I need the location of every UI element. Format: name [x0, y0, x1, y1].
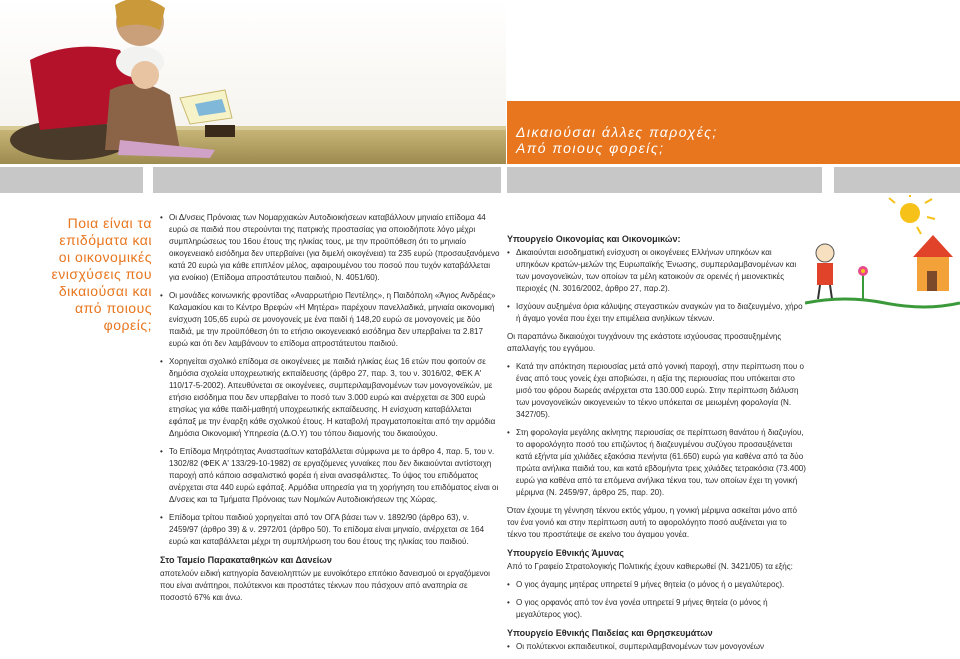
heading-line: ενισχύσεις που: [51, 266, 152, 282]
benefit-paragraph: • Χορηγείται σχολικό επίδομα σε οικογένειες με παιδιά ηλικίας έως 16 ετών που φοιτούν σε δημόσια σχολεία υποχρεωτικής εκπαίδευσης (άρθρο 27, παρ. 3, του ν. 3016/02, ΦΕΚ Α' 110/17-5-2002). Απευθύνεται σε οικογένειες, συμπεριλαμβανομένων των μονογονεϊκών, με ετήσιο εισόδημα που δεν υπερβαίνει το ποσό των 3.000 ευρώ και ανέρχεται σε 300 ευρώ ετησίως για κάθε παιδί-μαθητή υποχρεωτικής εκπαίδευσης. Η ενίσχυση καταβάλλεται εφάπαξ με την έναρξη κάθε σχολικού έτους. Η καταβολή πραγματοποιείται από την αρμόδια Δημόσια Οικονομική Υπηρεσία (Δ.Ο.Υ) του τόπου διαμονής του δικαιούχου.: [160, 356, 500, 440]
list-item: • Στη φορολογία μεγάλης ακίνητης περιουσίας σε περίπτωση θανάτου ή διαζυγίου, το αφορολόγητο ποσό του επιζώντος ή διαζευγμένου συζύγου προσαυξάνεται κατά εξήντα μία χιλιάδες εξακόσια πενήντα (61.650) ευρώ για καθένα από τα δύο πρώτα ανήλικα παιδιά του, και κατά εβδομήντα τρεις χιλιάδες τετρακόσια (73.400) ευρώ για καθένα από τα επόμενα ανήλικα τέκνα του, των οποίων έχει τη γονική μέριμνα (Ν. 2459/97, άρθρο 25, παρ. 20).: [507, 427, 807, 499]
divider-bar: [0, 167, 143, 193]
benefit-paragraph: • Οι μονάδες κοινωνικής φροντίδας «Αναρρωτήριο Πεντέλης», η Παιδόπολη «Άγιος Ανδρέας» Καλαμακίου και το Κέντρο Βρεφών «Η Μητέρα» παρέχουν πανελλαδικά, μηνιαία οικονομική ενίσχυση 105,65 ευρώ σε μονογονείς με ένα παιδί ή 148,20 ευρώ σε μονογονείς με δύο παιδιά, με την προϋπόθεση ότι το ετήσιο οικογενειακό εισόδημα δεν υπερβαίνει τα 2.817 ευρώ και ότι δεν λαμβάνουν το επίδομα απροστάτευτου παιδιού.: [160, 290, 500, 350]
ministry-heading: Υπουργείο Οικονομίας και Οικονομικών:: [507, 234, 681, 244]
paragraph: Οι παραπάνω δικαιούχοι τυγχάνουν της εκάστοτε ισχύουσας προσαυξημένης απαλλαγής του εγγάμου.: [507, 332, 782, 353]
middle-column: [160, 212, 500, 610]
benefit-paragraph: αποτελούν ειδική κατηγορία δανειοληπτών με ευνοϊκότερο επιτόκιο δανεισμού οι εργαζόμενοι που είναι ανάπηροι, πολύτεκνοι και προστάτες τέκνων που πάσχουν από αναπηρία σε ποσοστό 67% και άνω.: [160, 569, 490, 602]
subheading: Στο Ταμείο Παρακαταθηκών και Δανείων: [160, 555, 332, 565]
list-item: • Κατά την απόκτηση περιουσίας μετά από γονική παροχή, στην περίπτωση που ο ένας από τους γονείς έχει αποβιώσει, η αξία της περιουσίας που υπόκειται στο μισό του φόρου δωρεάς ανέρχεται στα 130.000 ευρώ. Στην περίπτωση διάλυση των μονογονεϊκών οικογενειών το τέκνο υπόκειται σε μειωμένη φορολογία (Ν. 3427/05).: [507, 361, 807, 421]
list-item: • Ισχύουν αυξημένα όρια κάλυψης στεγαστικών αναγκών για το διαζευγμένο, χήρο ή άγαμο γονέα που έχει την επιμέλεια ανηλίκων τέκνων.: [507, 301, 807, 325]
ministry-heading: Υπουργείο Εθνικής Παιδείας και Θρησκευμάτων: [507, 628, 713, 638]
benefit-paragraph: • Επίδομα τρίτου παιδιού χορηγείται από τον ΟΓΑ βάσει των ν. 1892/90 (άρθρο 63), ν. 2459/97 (άρθρο 39) & ν. 2972/01 (άρθρο 50). Το επίδομα είναι μηνιαίο, ανέρχεται σε 164 ευρώ και καταβάλλεται μέχρι τη συμπλήρωση του 6ου έτους της ηλικίας του παιδιού.: [160, 512, 500, 548]
heading-line: οι οικονομικές: [58, 249, 152, 265]
section-title: [516, 124, 718, 156]
section-title-line2: Από ποιους φορείς;: [516, 140, 665, 156]
right-column: [507, 233, 807, 659]
section-title-line1: Δικαιούσαι άλλες παροχές;: [516, 124, 718, 140]
list-item: • Ο γιος ορφανός από τον ένα γονέα υπηρετεί 9 μήνες θητεία (ο μόνος ή μεγαλύτερος γιος).: [507, 597, 807, 621]
list-item: • Δικαιούνται εισοδηματική ενίσχυση οι οικογένειες Ελλήνων υπηκόων και υπηκόων κρατών-μελών της Ευρωπαϊκής Ένωσης, συμπεριλαμβανομένων και των μονογονεϊκών, των οποίων τα μέλη κατοικούν σε ορεινές ή μειονεκτικές περιοχές (Ν. 3016/2002, άρθρο 27, παρ.2).: [507, 247, 807, 295]
child-drawing-illustration: [805, 195, 960, 315]
heading-line: Ποια είναι τα: [67, 215, 152, 231]
ministry-heading: Υπουργείο Εθνικής Άμυνας: [507, 548, 624, 558]
divider-bar: [153, 167, 501, 193]
paragraph: Από το Γραφείο Στρατολογικής Πολιτικής έχουν καθιερωθεί (Ν. 3421/05) τα εξής:: [507, 562, 793, 571]
list-item: • Οι πολύτεκνοι εκπαιδευτικοί, συμπεριλαμβανομένων των μονογονέων: [507, 641, 807, 653]
heading-line: φορείς;: [103, 317, 152, 333]
benefit-paragraph: • Οι Δ/νσεις Πρόνοιας των Νομαρχιακών Αυτοδιοικήσεων καταβάλλουν μηνιαίο επίδομα 44 ευρώ σε παιδιά που στερούνται της πατρικής προστασίας για οποιοδήποτε λόγο μέχρι συμπληρώσεως του 16ου έτους της ηλικίας τους, με την προϋπόθεση ότι το μηνιαίο οικογενειακό εισόδημα δεν υπερβαίνει (για διμελή οικογένεια) τα 235 ευρώ (προσαυξανόμενο κατά 20 ευρώ για κάθε επιπλέον μέλος, αφαιρουμένου του ποσού που τυχόν καταβάλλεται για ενοίκιο) (Επίδομα απροστάτευτου παιδιού, Ν. 4051/60).: [160, 212, 500, 284]
divider-bar: [507, 167, 822, 193]
divider-bar: [834, 167, 960, 193]
heading-line: δικαιούσαι και: [58, 283, 152, 299]
heading-line: επιδόματα και: [59, 232, 152, 248]
paragraph: Όταν έχουμε τη γέννηση τέκνου εκτός γάμου, η γονική μέριμνα ασκείται μόνο από τον ένα γονιό και στην περίπτωση αυτή το αφορολόγητο ποσό αυξάνεται για το τέκνο του προστάτεψε σε εκείνο του άγαμου γονέα.: [507, 506, 797, 539]
benefit-paragraph: • Το Επίδομα Μητρότητας Αναστασίτων καταβάλλεται σύμφωνα με το άρθρο 4, παρ. 5, του ν. 1302/82 (ΦΕΚ Α' 133/29-10-1982) σε εργαζόμενες γυναίκες που δεν δικαιούνται αντίστοιχη παροχή από κάποιο ασφαλιστικό φορέα ή είναι ανασφάλιστες. Το ύψος του επιδόματος ανέρχεται στα 440 ευρώ εφάπαξ. Αρμόδια υπηρεσία για τη χορήγηση του επιδόματος είναι οι Δ/νσεις και τα Τμήματα Πρόνοιας των Νομ/κών Αυτοδιοικήσεων της Χώρας.: [160, 446, 500, 506]
heading-line: από ποιους: [75, 300, 152, 316]
question-heading: [20, 215, 152, 334]
list-item: • Ο γιος άγαμης μητέρας υπηρετεί 9 μήνες θητεία (ο μόνος ή ο μεγαλύτερος).: [507, 579, 807, 591]
header-photo: [0, 0, 506, 164]
